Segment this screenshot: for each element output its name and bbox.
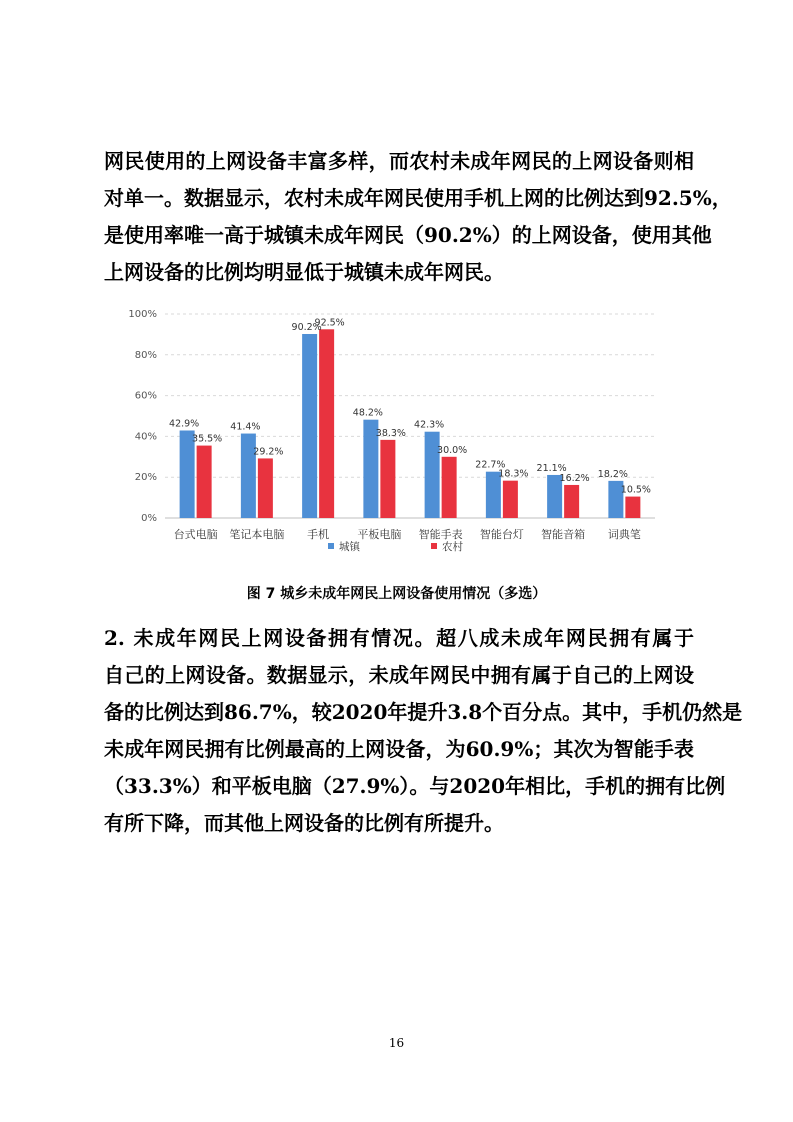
- data-label: 18.3%: [498, 468, 529, 480]
- data-label: 42.9%: [169, 418, 200, 430]
- data-label: 30.0%: [437, 444, 468, 456]
- legend-label: 城镇: [339, 541, 360, 553]
- legend: [328, 540, 463, 553]
- data-label: 42.3%: [414, 419, 445, 431]
- paragraph-line: 自己的上网设备。数据显示，未成年网民中拥有属于自己的上网设: [104, 663, 694, 687]
- paragraph-device-diversity: [104, 143, 732, 291]
- x-tick-label: 平板电脑: [357, 528, 402, 541]
- x-tick-label: 笔记本电脑: [229, 528, 285, 541]
- device-usage-bar-chart: [123, 303, 663, 565]
- bar-rural: [319, 329, 334, 518]
- data-label: 48.2%: [352, 407, 383, 419]
- y-tick-label: 80%: [134, 349, 157, 361]
- paragraph-device-ownership: [104, 620, 743, 842]
- data-label: 92.5%: [314, 317, 345, 329]
- legend-swatch-rural: [431, 543, 437, 549]
- legend-label: 农村: [442, 541, 463, 553]
- paragraph-line: 对单一。数据显示，农村未成年网民使用手机上网的比例达到92.5%，: [104, 186, 732, 210]
- data-label: 16.2%: [559, 472, 590, 484]
- bar-rural: [197, 446, 212, 518]
- data-label: 10.5%: [620, 484, 651, 496]
- x-tick-label: 智能手表: [418, 528, 463, 541]
- data-label: 21.1%: [536, 462, 567, 474]
- bar-rural: [503, 481, 518, 518]
- figure-caption: 图 7 城乡未成年网民上网设备使用情况（多选）: [246, 586, 547, 602]
- bar-rural: [564, 485, 579, 518]
- x-axis-tick-labels: [174, 527, 641, 541]
- x-tick-label: 台式电脑: [173, 528, 218, 541]
- paragraph-line: 2. 未成年网民上网设备拥有情况。超八成未成年网民拥有属于: [104, 626, 694, 650]
- legend-swatch-urban: [328, 543, 334, 549]
- y-tick-label: 60%: [134, 390, 157, 402]
- paragraph-line: 网民使用的上网设备丰富多样，而农村未成年网民的上网设备则相: [104, 149, 694, 173]
- paragraph-line: 备的比例达到86.7%，较2020年提升3.8个百分点。其中，手机仍然是: [104, 700, 743, 724]
- gridlines: [165, 314, 655, 518]
- x-tick-label: 智能台灯: [479, 528, 524, 541]
- x-tick-label: 手机: [307, 528, 330, 541]
- paragraph-line: 上网设备的比例均明显低于城镇未成年网民。: [104, 260, 504, 284]
- page-number: 16: [388, 1036, 405, 1050]
- paragraph-line: 未成年网民拥有比例最高的上网设备，为60.9%；其次为智能手表: [104, 737, 694, 761]
- y-tick-label: 100%: [128, 309, 157, 320]
- data-label: 18.2%: [597, 468, 628, 480]
- data-label: 38.3%: [375, 427, 406, 439]
- bar-rural: [258, 458, 273, 518]
- y-tick-label: 0%: [141, 513, 157, 524]
- data-label: 22.7%: [475, 459, 506, 471]
- bar-urban: [302, 334, 317, 518]
- bar-rural: [625, 497, 640, 518]
- paragraph-line: 有所下降，而其他上网设备的比例有所提升。: [104, 811, 504, 835]
- data-label: 41.4%: [230, 421, 261, 433]
- y-axis-tick-labels: [128, 309, 157, 524]
- y-tick-label: 40%: [134, 431, 157, 443]
- bar-rural: [380, 440, 395, 518]
- data-label: 90.2%: [291, 321, 322, 333]
- data-label: 35.5%: [192, 433, 223, 445]
- y-tick-label: 20%: [134, 472, 157, 484]
- paragraph-line: （33.3%）和平板电脑（27.9%）。与2020年相比，手机的拥有比例: [104, 774, 726, 798]
- paragraph-line: 是使用率唯一高于城镇未成年网民（90.2%）的上网设备，使用其他: [104, 223, 712, 247]
- x-tick-label: 词典笔: [607, 528, 641, 541]
- bar-rural: [442, 457, 457, 518]
- data-label: 29.2%: [253, 446, 284, 458]
- x-tick-label: 智能音箱: [541, 528, 586, 541]
